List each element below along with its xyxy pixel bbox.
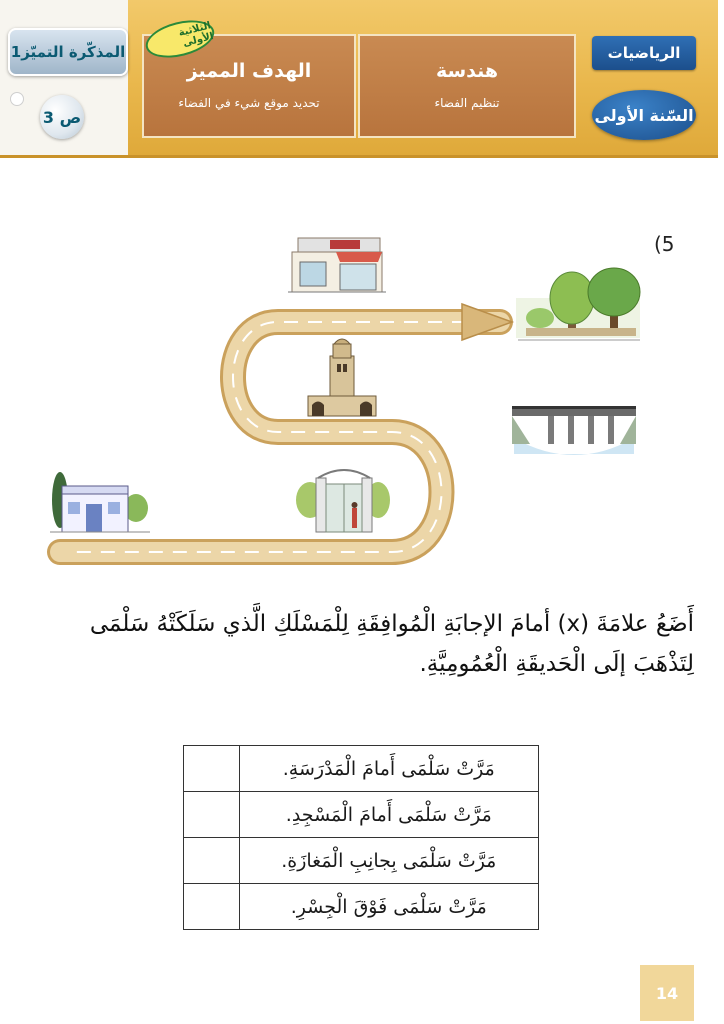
book-title-badge: المذكّرة التميّز1 [8,28,128,76]
answer-checkbox-school[interactable] [184,746,240,792]
subject-label: الرياضيات [592,36,696,70]
shop-icon [288,238,386,292]
trees-icon [516,268,640,340]
answer-checkbox-shop[interactable] [184,838,240,884]
year-label: السّنة الأولى [592,90,696,140]
answer-table [183,745,539,930]
statement-bridge: مَرَّتْ سَلْمَى فَوْقَ الْجِسْرِ. [239,884,538,930]
statement-mosque: مَرَّتْ سَلْمَى أَمامَ الْمَسْجِدِ. [239,792,538,838]
table-row [184,792,539,838]
page-label-badge: ص 3 [40,95,84,139]
table-row [184,746,539,792]
statement-school: مَرَّتْ سَلْمَى أَمامَ الْمَدْرَسَةِ. [239,746,538,792]
goal-text: تحديد موقع شيء في الفضاء [178,96,320,110]
domain-text: تنظيم الفضاء [434,96,500,110]
table-row [184,884,539,930]
exercise-number: (5 [654,232,675,256]
statement-shop: مَرَّتْ سَلْمَى بِجانِبِ الْمَغازَةِ. [239,838,538,884]
domain-title: هندسة [435,60,499,82]
page-number: 14 [640,965,694,1021]
trimester-tag: الثلاثية الأولى [142,14,218,64]
garden-gate-icon [296,470,390,532]
exercise-instruction: أَضَعُ علامَةَ (x) أمامَ الإجابَةِ الْمُوافِقَةِ لِلْمَسْلَكِ الَّذي سَلَكَتْهُ سَلْمَى لِتَذْهَبَ إلَى الْحَديقَةِ الْعُمُومِيَّةِ. [89,611,694,677]
answer-checkbox-bridge[interactable] [184,884,240,930]
bridge-icon [512,406,636,455]
goal-title: الهدف المميز [186,60,312,82]
answer-checkbox-mosque[interactable] [184,792,240,838]
school-icon [50,472,150,532]
mosque-icon [308,339,376,416]
table-row [184,838,539,884]
